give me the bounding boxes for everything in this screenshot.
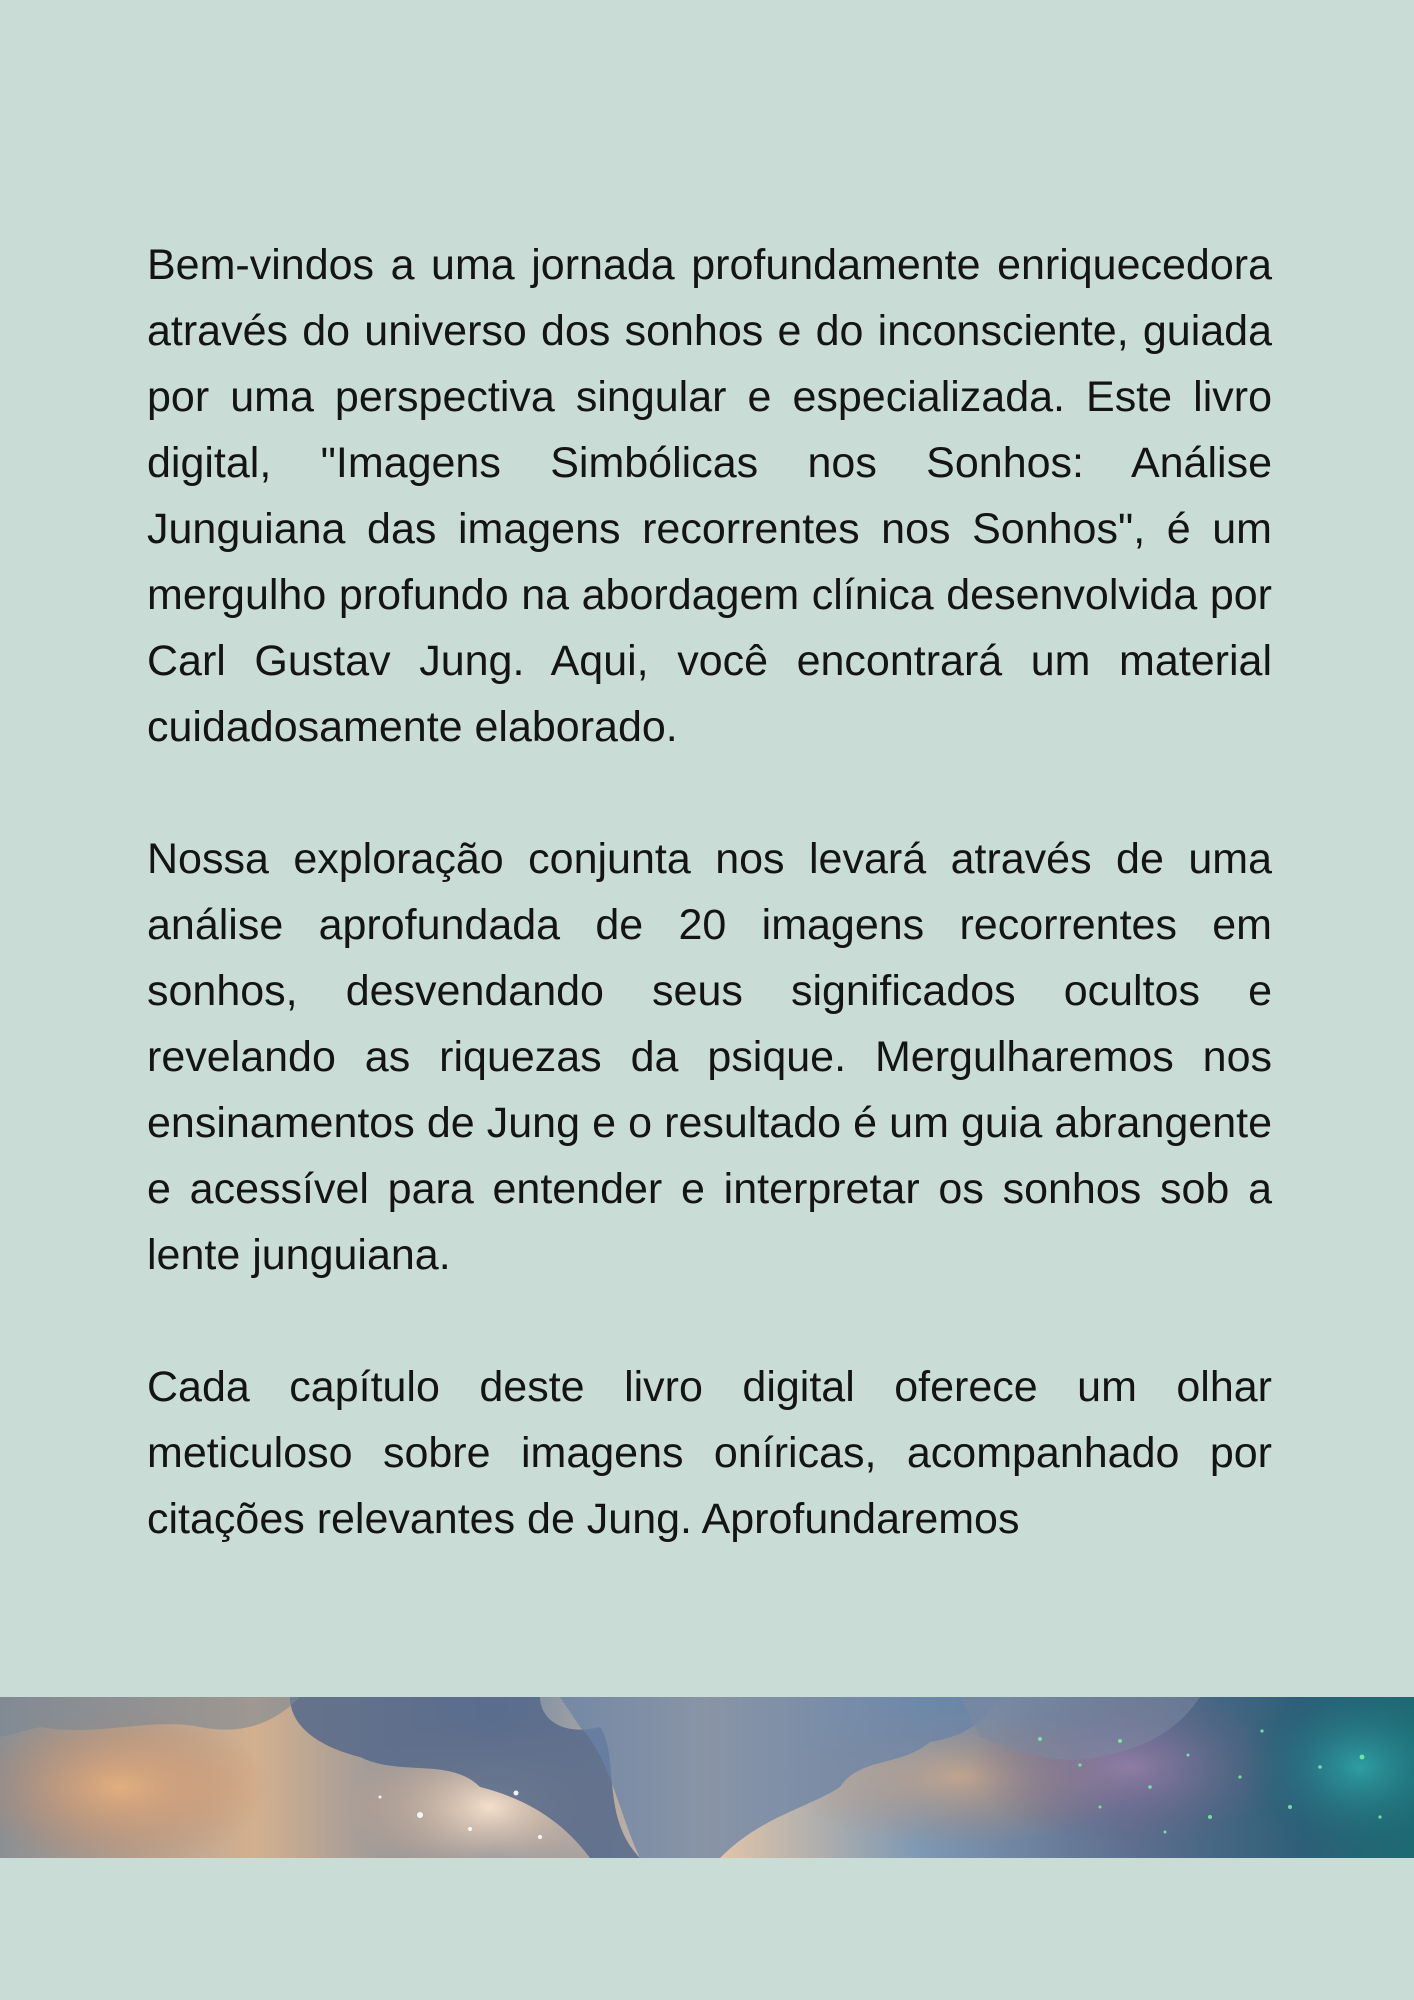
nebula-banner (0, 1697, 1414, 1858)
paragraph-intro: Bem-vindos a uma jornada profundamente enriquecedora através do universo dos sonhos e do inconsciente, guiada por uma perspectiva singular e especializada. Este livro digital, "Imagens Simbólicas nos Sonhos: Análise Junguiana das imagens recorrentes nos Sonhos", é um mergulho profundo na abordagem clínica desenvolvida por Carl Gustav Jung. Aqui, você encontrará um material cuidadosamente elaborado. (147, 241, 1272, 751)
paragraph-exploration: Nossa exploração conjunta nos levará através de uma análise aprofundada de 20 imagens recorrentes em sonhos, desvendando seus significados ocultos e revelando as riquezas da psique. Mergulharemos nos ensinamentos de Jung e o resultado é um guia abrangente e acessível para entender e interpretar os sonhos sob a lente junguiana. (147, 835, 1272, 1279)
paragraph-chapters: Cada capítulo deste livro digital oferece um olhar meticuloso sobre imagens oníricas, acompanhado por citações relevantes de Jung. Aprofundaremos (147, 1363, 1272, 1543)
nebula-image-icon (0, 1697, 1414, 1858)
body-text (147, 232, 1272, 1552)
